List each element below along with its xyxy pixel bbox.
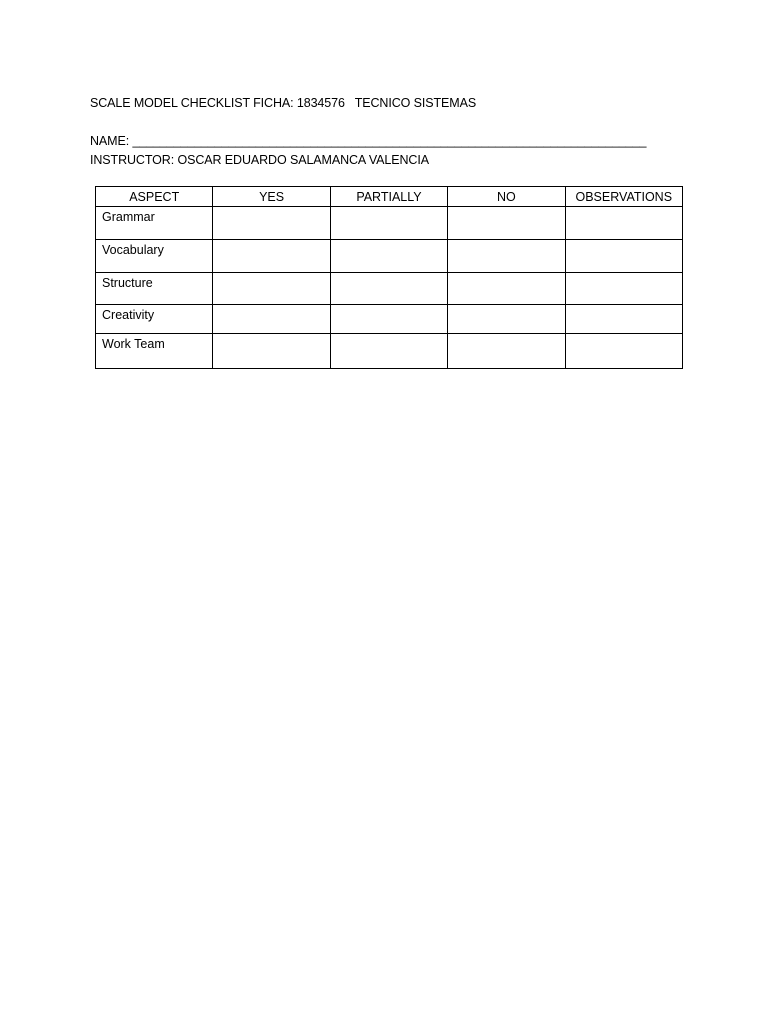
table-row [96, 273, 683, 305]
yes-cell [213, 207, 330, 240]
aspect-cell: Creativity [96, 305, 213, 334]
table-header-row [96, 187, 683, 207]
observations-cell [565, 305, 682, 334]
aspect-cell: Grammar [96, 207, 213, 240]
yes-cell [213, 305, 330, 334]
table-row [96, 240, 683, 273]
instructor-line: INSTRUCTOR: OSCAR EDUARDO SALAMANCA VALENCIA [90, 153, 429, 167]
table-row [96, 334, 683, 369]
partially-cell [330, 207, 447, 240]
header-no: NO [448, 187, 565, 207]
observations-cell [565, 273, 682, 305]
checklist-table [95, 186, 683, 369]
table-row [96, 305, 683, 334]
table-row [96, 207, 683, 240]
no-cell [448, 240, 565, 273]
no-cell [448, 207, 565, 240]
no-cell [448, 305, 565, 334]
observations-cell [565, 207, 682, 240]
name-field-line: NAME: ___________________________________________________________________________ [90, 134, 647, 148]
header-yes: YES [213, 187, 330, 207]
document-title: SCALE MODEL CHECKLIST FICHA: 1834576 TECNICO SISTEMAS [90, 96, 477, 110]
header-partially: PARTIALLY [330, 187, 447, 207]
partially-cell [330, 273, 447, 305]
aspect-cell: Work Team [96, 334, 213, 369]
yes-cell [213, 273, 330, 305]
no-cell [448, 334, 565, 369]
header-observations: OBSERVATIONS [565, 187, 682, 207]
partially-cell [330, 305, 447, 334]
yes-cell [213, 240, 330, 273]
aspect-cell: Structure [96, 273, 213, 305]
partially-cell [330, 334, 447, 369]
partially-cell [330, 240, 447, 273]
header-aspect: ASPECT [96, 187, 213, 207]
yes-cell [213, 334, 330, 369]
observations-cell [565, 334, 682, 369]
aspect-cell: Vocabulary [96, 240, 213, 273]
observations-cell [565, 240, 682, 273]
no-cell [448, 273, 565, 305]
